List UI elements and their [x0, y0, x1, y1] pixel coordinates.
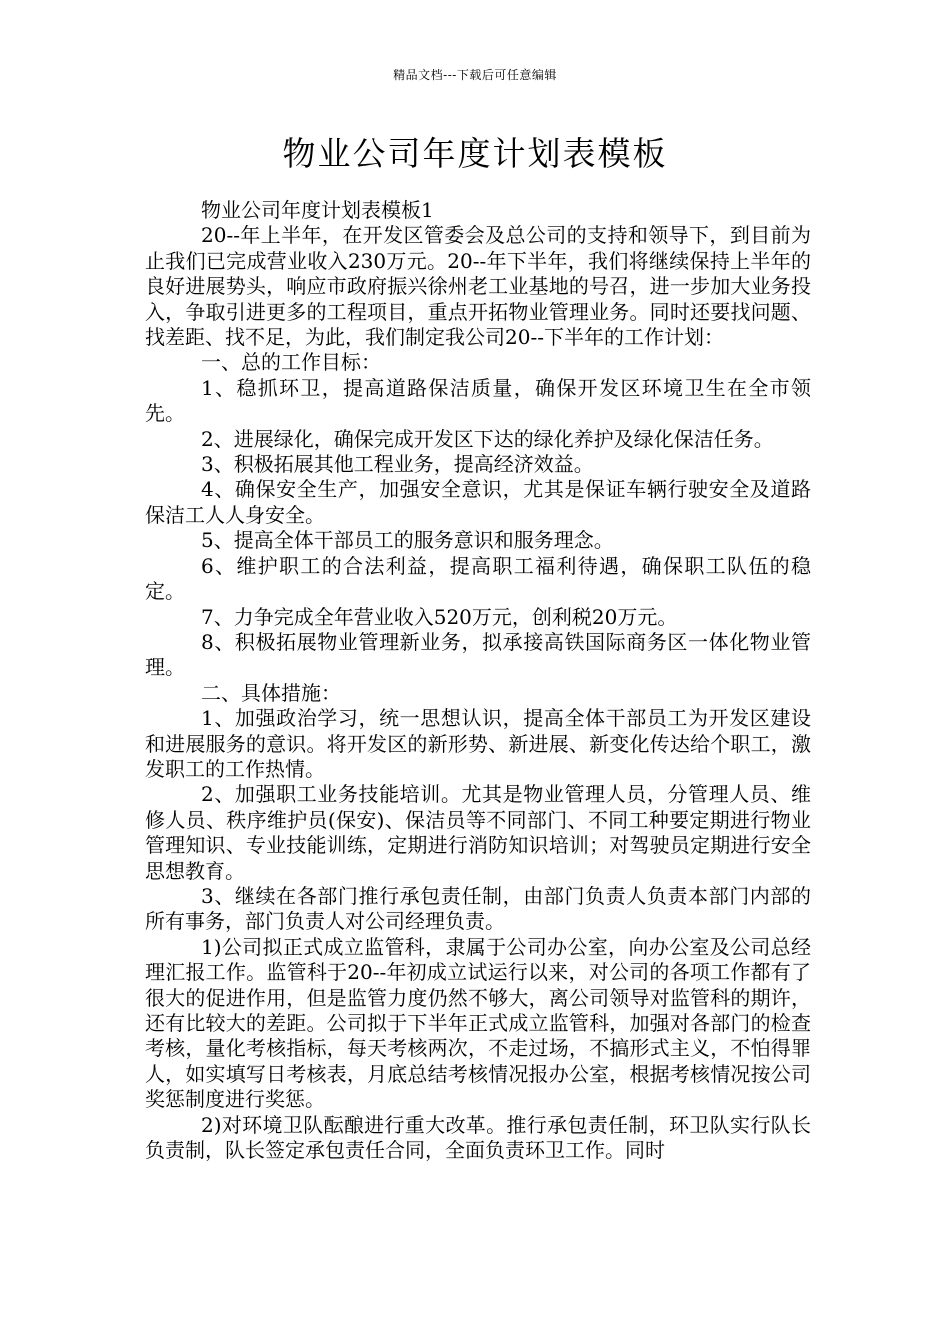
section-heading-goals: 一、总的工作目标： [201, 350, 381, 375]
goal-item: 8、积极拓展物业管理新业务，拟承接高铁国际商务区一体化物业管理。 [145, 629, 811, 680]
goal-item: 5、提高全体干部员工的服务意识和服务理念。 [201, 528, 614, 553]
goal-item: 2、进展绿化，确保完成开发区下达的绿化养护及绿化保洁任务。 [201, 426, 774, 451]
goal-item: 3、积极拓展其他工程业务，提高经济效益。 [201, 452, 594, 477]
measure-item: 3、继续在各部门推行承包责任制，由部门负责人负责本部门内部的所有事务，部门负责人对公司经理负责。 [145, 883, 811, 934]
measure-item: 2、加强职工业务技能培训。尤其是物业管理人员，分管理人员、维修人员、秩序维护员(保安)、保洁员等不同部门、不同工种要定期进行物业管理知识、专业技能训练，定期进行消防知识培训；对驾驶员定期进行安全思想教育。 [145, 782, 811, 883]
goal-item: 4、确保安全生产，加强安全意识，尤其是保证车辆行驶安全及道路保洁工人人身安全。 [145, 477, 811, 527]
measure-subitem: 1)公司拟正式成立监管科，隶属于公司办公室，向办公室及公司总经理汇报工作。监管科于20--年初成立试运行以来，对公司的各项工作都有了很大的促进作用，但是监管力度仍然不够大，离公司领导对监管科的期许，还有比较大的差距。公司拟于下半年正式成立监管科，加强对各部门的检查考核，量化考核指标，每天考核两次，不走过场，不搞形式主义，不怕得罪人，如实填写日考核表，月底总结考核情况报办公室，根据考核情况按公司奖惩制度进行奖惩。 [145, 934, 811, 1112]
goal-item: 6、维护职工的合法利益，提高职工福利待遇，确保职工队伍的稳定。 [145, 553, 811, 604]
measure-item: 1、加强政治学习，统一思想认识，提高全体干部员工为开发区建设和进展服务的意识。将开发区的新形势、新进展、新变化传达给个职工，激发职工的工作热情。 [145, 706, 811, 781]
section-heading-measures: 二、具体措施： [201, 680, 341, 705]
header-note: 精品文档---下载后可任意编辑 [393, 68, 557, 82]
goal-item: 1、稳抓环卫，提高道路保洁质量，确保开发区环境卫生在全市领先。 [145, 375, 811, 426]
measure-subitem: 2)对环境卫队酝酿进行重大改革。推行承包责任制，环卫队实行队长负责制，队长签定承包责任合同，全面负责环卫工作。同时 [145, 1112, 811, 1163]
goal-item: 7、力争完成全年营业收入520万元，创利税20万元。 [201, 604, 678, 629]
document-body [145, 198, 811, 1163]
paragraph-subtitle: 物业公司年度计划表模板1 [201, 198, 434, 222]
paragraph-intro: 20--年上半年，在开发区管委会及总公司的支持和领导下，到目前为止我们已完成营业收入230万元。20--年下半年，我们将继续保持上半年的良好进展势头，响应市政府振兴徐州老工业基地的号召，进一步加大业务投入，争取引进更多的工程项目，重点开拓物业管理业务。同时还要找问题、找差距、找不足，为此，我们制定我公司20--下半年的工作计划： [145, 223, 811, 350]
document-title: 物业公司年度计划表模板 [282, 134, 668, 173]
